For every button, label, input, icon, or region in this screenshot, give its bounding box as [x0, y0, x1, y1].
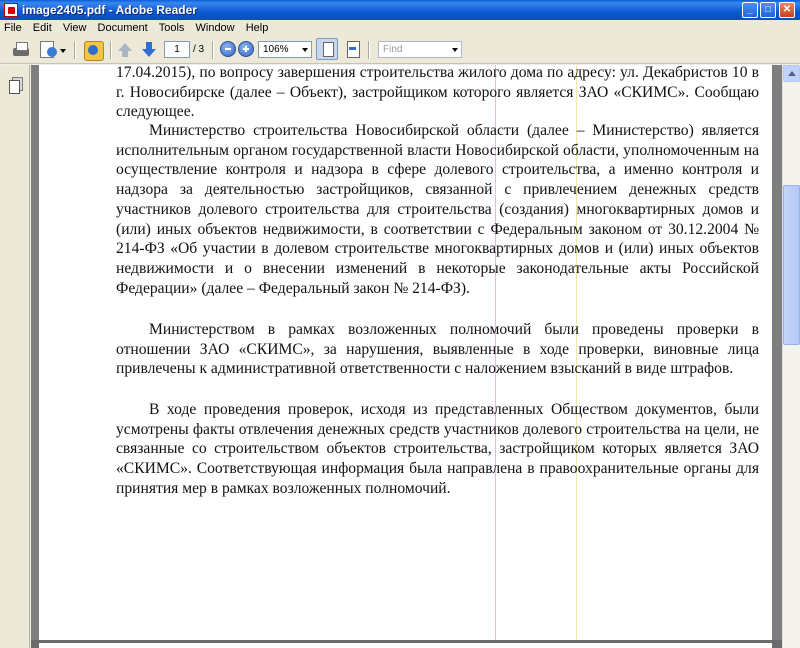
- document-viewport[interactable]: [31, 65, 782, 648]
- adobe-reader-icon: [4, 3, 18, 17]
- page-number-input[interactable]: 1: [164, 41, 190, 58]
- close-button[interactable]: ✕: [779, 2, 795, 18]
- find-placeholder: Find: [383, 44, 403, 55]
- minimize-button[interactable]: _: [742, 2, 758, 18]
- document-paragraph: [116, 400, 759, 499]
- navigation-panel: [0, 65, 30, 648]
- scrollbar-thumb[interactable]: [783, 185, 800, 345]
- paragraph-text: Министерство строительства Новосибирской области (далее – Министерство) является исполнительным органом государственной власти Новосибирской области, уполномоченным на осуществление контроля и надзора в сфере долевого строительства, а именно контроля и надзора за деятельностью застройщиков, связанной с привлечением денежных средств участников долевого строительства для строительства (создания) многоквартирных домов и (или) иных объектов недвижимости, в соответствии с Федеральным законом от 30.12.2004 № 214-ФЗ «Об участии в долевом строительстве многоквартирных домов и (или) иных объектов недвижимости и о внесении изменений в некоторые законодательные акты Российской Федерации» (далее – Федеральный закон № 214-ФЗ).: [116, 122, 759, 297]
- zoom-in-icon[interactable]: [238, 41, 254, 57]
- maximize-button[interactable]: □: [760, 2, 776, 18]
- vertical-scrollbar[interactable]: [782, 65, 800, 648]
- chevron-down-icon[interactable]: [302, 48, 308, 52]
- next-page-icon[interactable]: [140, 40, 158, 60]
- fit-width-icon[interactable]: [344, 40, 362, 58]
- paragraph-text: 17.04.2015), по вопросу завершения строительства жилого дома по адресу: ул. Декабристов 10 в г. Новосибирске (далее – Объект), застройщиком которого является ЗАО «СКИМС». Сообщаю следующее.: [116, 65, 759, 121]
- next-pdf-page: [39, 643, 772, 648]
- toolbar-divider: [74, 41, 76, 59]
- menu-help[interactable]: Help: [245, 22, 269, 34]
- title-bar: [0, 0, 800, 20]
- chevron-down-icon[interactable]: [452, 48, 458, 52]
- menu-tools[interactable]: Tools: [158, 22, 185, 34]
- menu-edit[interactable]: Edit: [32, 22, 52, 34]
- zoom-select[interactable]: [258, 41, 312, 58]
- review-people-shape: [47, 47, 57, 57]
- document-paragraph: [116, 320, 759, 380]
- menu-bar: [0, 20, 800, 36]
- toolbar-divider: [110, 41, 112, 59]
- printer-icon[interactable]: [10, 40, 32, 60]
- menu-window[interactable]: Window: [195, 22, 235, 34]
- toolbar-divider: [368, 41, 370, 59]
- zoom-out-icon[interactable]: [220, 41, 236, 57]
- pages-icon[interactable]: [9, 77, 22, 93]
- page-total: / 3: [193, 44, 205, 55]
- menu-view[interactable]: View: [62, 22, 87, 34]
- paragraph-text: В ходе проведения проверок, исходя из представленных Обществом документов, были усмотрены факты отвлечения денежных средств участников долевого строительства на цели, не связанные со строительством объектов строительства, застройщиком которых является ЗАО «СКИМС». Соответствующая информация была направлена в правоохранительные органы для принятия мер в рамках возложенных полномочий.: [116, 401, 759, 497]
- window-title: image2405.pdf - Adobe Reader: [22, 3, 197, 17]
- menu-document[interactable]: Document: [97, 22, 148, 34]
- toolbar: [0, 36, 800, 64]
- document-paragraph: [116, 65, 759, 122]
- chevron-down-icon[interactable]: [60, 49, 66, 53]
- paragraph-text: Министерством в рамках возложенных полномочий были проведены проверки в отношении ЗАО «СКИМС», за нарушения, выявленные в ходе проверки, виновные лица привлечены к административной ответственности с наложением взысканий в виде штрафов.: [116, 321, 759, 378]
- scroll-up-icon[interactable]: [783, 65, 800, 82]
- zoom-value: 106%: [263, 44, 289, 55]
- collaborate-icon[interactable]: [82, 40, 104, 60]
- menu-file[interactable]: File: [4, 22, 22, 34]
- fit-page-icon[interactable]: [316, 38, 338, 60]
- toolbar-divider: [212, 41, 214, 59]
- review-icon[interactable]: [38, 40, 68, 60]
- pdf-page: [39, 65, 772, 640]
- previous-page-icon[interactable]: [116, 40, 134, 60]
- document-paragraph: [116, 121, 759, 298]
- find-input[interactable]: [378, 41, 462, 58]
